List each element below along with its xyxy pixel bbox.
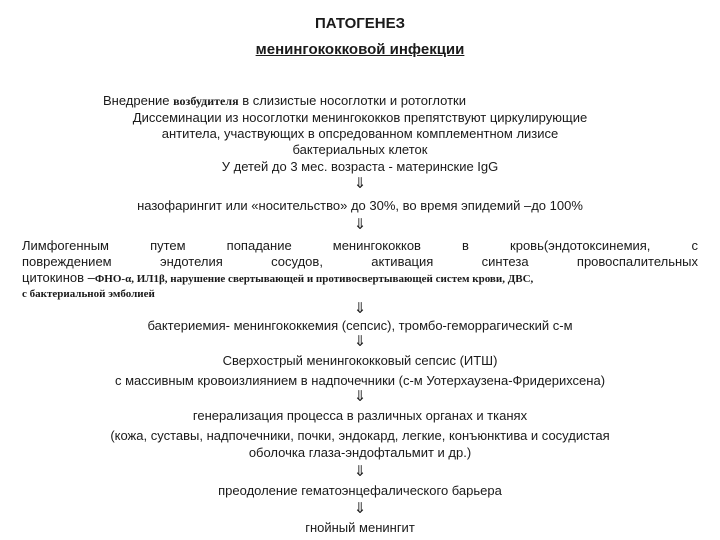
down-arrow-icon: ⇓ xyxy=(353,174,367,192)
down-arrow-icon: ⇓ xyxy=(353,215,367,233)
down-arrow-icon: ⇓ xyxy=(353,332,367,350)
down-arrow-icon: ⇓ xyxy=(353,499,367,517)
step-3-line-3-serif: ФНО-α, ИЛ1β, нарушение свертывающей и противосвертывающей систем крови, ДВС, xyxy=(94,273,534,285)
step-3-line-2: повреждением эндотелия сосудов, активация синтеза провоспалительных xyxy=(22,254,698,269)
step-1-line-3: антитела, участвующих в опсредованном комплементном лизисе xyxy=(161,126,559,141)
down-arrow-icon: ⇓ xyxy=(353,387,367,405)
down-arrow-icon: ⇓ xyxy=(353,462,367,480)
page-subtitle: менингококковой инфекции xyxy=(255,41,465,58)
step-3-line-3 xyxy=(22,270,533,287)
step-1-line-1 xyxy=(103,93,466,109)
step-7: преодоление гематоэнцефалического барьера xyxy=(218,483,502,498)
step-6-line-2: (кожа, суставы, надпочечники, почки, эндокард, легкие, конъюнктива и сосудистая xyxy=(110,428,610,443)
page-title: ПАТОГЕНЕЗ xyxy=(314,15,406,32)
step-8: гнойный менингит xyxy=(305,520,415,535)
step-2: назофарингит или «носительство» до 30%, во время эпидемий –до 100% xyxy=(137,198,583,213)
step-1-line-1-serif: возбудителя xyxy=(173,94,239,108)
step-4: бактериемия- менингококкемия (сепсис), тромбо-геморрагический с-м xyxy=(147,318,573,333)
step-3-line-4: с бактериальной эмболией xyxy=(22,288,155,300)
down-arrow-icon: ⇓ xyxy=(353,299,367,317)
step-6-line-3: оболочка глаза-эндофтальмит и др.) xyxy=(248,445,472,460)
step-3-line-3-start: цитокинов – xyxy=(22,270,95,285)
step-1-line-1-start: Внедрение xyxy=(103,93,170,108)
step-5-line-2: с массивным кровоизлиянием в надпочечники (с-м Уотерхаузена-Фридерихсена) xyxy=(114,373,606,388)
step-3-line-1: Лимфогенным путем попадание менингококков в кровь(эндотоксинемия, с xyxy=(22,238,698,253)
step-5-line-1: Сверхострый менингококковый сепсис (ИТШ) xyxy=(222,353,498,368)
step-1-line-1-end: в слизистые носоглотки и ротоглотки xyxy=(242,93,466,108)
step-1-line-5: У детей до 3 мес. возраста - материнские IgG xyxy=(221,159,499,174)
step-1-line-4: бактериальных клеток xyxy=(292,142,428,157)
step-1-line-2: Диссеминации из носоглотки менингококков препятствуют циркулирующие xyxy=(132,110,588,125)
step-6-line-1: генерализация процесса в различных органах и тканях xyxy=(192,408,528,423)
